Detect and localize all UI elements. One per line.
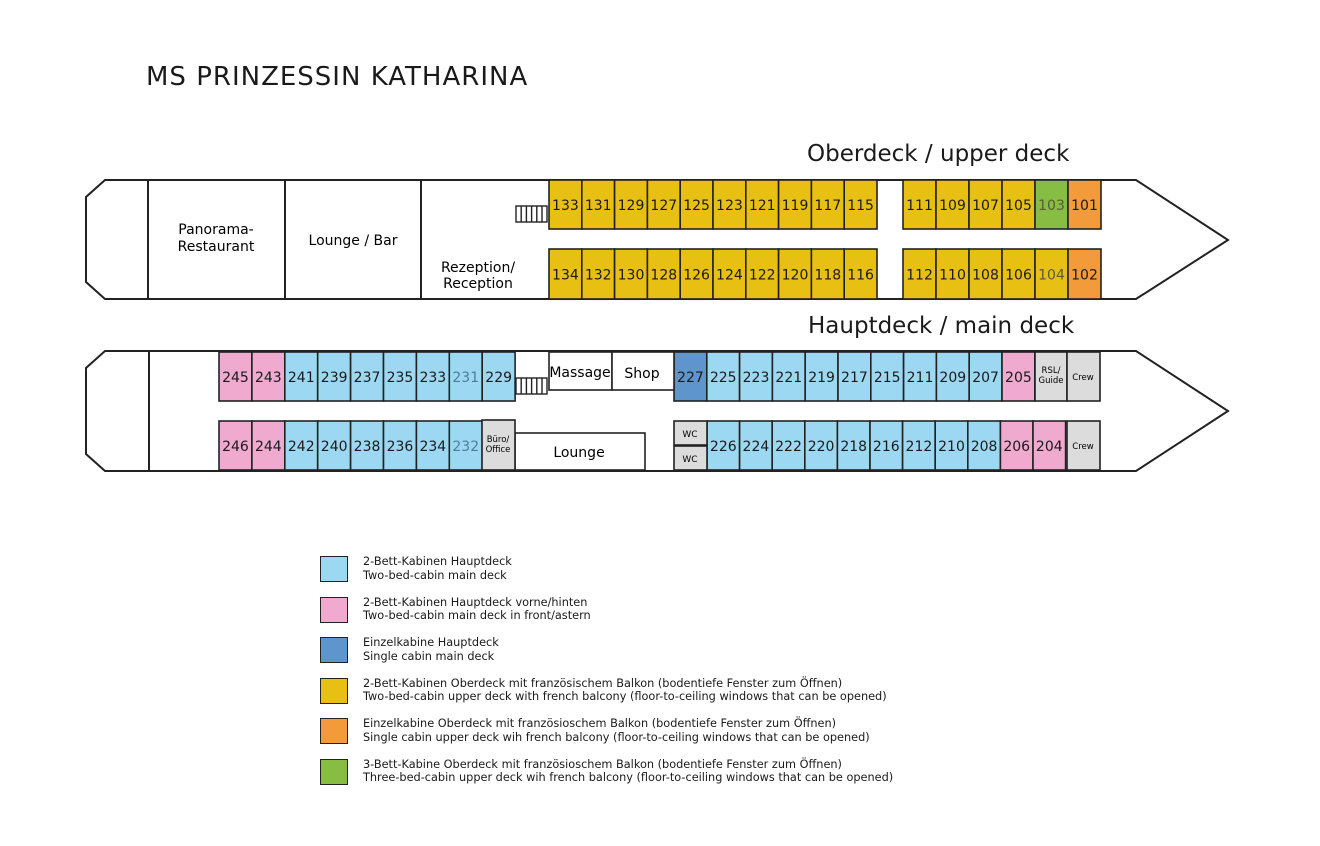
cabin-239[interactable] [318,352,351,401]
cabin-220[interactable] [805,421,838,470]
cabin-124[interactable] [713,249,746,299]
cabin-number: 129 [617,198,645,214]
crew-label-2: Crew [1072,442,1094,452]
cabin-110[interactable] [936,249,969,299]
cabin-103[interactable] [1035,180,1068,229]
cabin-222[interactable] [772,421,805,470]
cabin-number: 239 [320,370,348,386]
cabin-number: 104 [1038,267,1065,284]
cabin-number: 112 [906,267,933,284]
cabin-number: 209 [939,370,967,386]
cabin-131[interactable] [582,180,615,229]
cabin-number: 212 [905,439,933,455]
cabin-number: 123 [716,198,743,214]
cabin-number: 126 [683,267,710,284]
cabin-number: 103 [1038,198,1065,214]
cabin-number: 102 [1071,267,1098,284]
cabin-208[interactable] [968,421,1001,470]
cabin-number: 131 [584,198,612,214]
cabin-218[interactable] [837,421,870,470]
cabin-number: 238 [353,439,381,455]
massage-label: Massage [549,365,611,381]
main-deck-title: Hauptdeck / main deck [808,313,1075,339]
cabin-number: 227 [677,370,704,386]
legend-label-de: 2-Bett-Kabinen Oberdeck mit französischem Balkon (bodentiefe Fenster zum Öffnen) [363,676,843,690]
cabin-116[interactable] [844,249,877,299]
cabin-number: 122 [748,267,776,284]
cabin-number: 244 [254,439,282,455]
cabin-number: 204 [1035,439,1063,455]
legend-label-de: 2-Bett-Kabinen Hauptdeck [363,555,512,568]
cabin-121[interactable] [746,180,779,229]
legend-label-de: Einzelkabine Oberdeck mit französioschem Balkon (bodentiefe Fenster zum Öffnen) [363,717,837,731]
cabin-231[interactable] [449,352,482,401]
cabin-number: 222 [775,439,802,455]
legend-label-en: Three-bed-cabin upper deck wih french balcony (floor-to-ceiling windows that can be opened) [363,771,894,785]
cabin-number: 235 [386,370,414,386]
legend-swatch [320,759,348,785]
cabin-126[interactable] [680,249,713,299]
cabin-242[interactable] [285,421,318,470]
cabin-219[interactable] [805,352,838,401]
cabin-224[interactable] [740,421,773,470]
cabin-number: 217 [841,370,868,386]
legend-swatch [320,678,348,704]
cabin-number: 219 [808,370,835,386]
cabin-107[interactable] [969,180,1002,229]
cabin-number: 133 [552,198,579,214]
cabin-105[interactable] [1002,180,1035,229]
cabin-120[interactable] [779,249,812,299]
cabin-number: 115 [847,198,874,214]
cabin-number: 105 [1005,198,1032,214]
cabin-106[interactable] [1002,249,1035,299]
cabin-101[interactable] [1068,180,1101,229]
cabin-number: 218 [840,439,868,455]
cabin-number: 127 [650,198,678,214]
legend-swatch [320,597,348,623]
cabin-119[interactable] [779,180,812,229]
legend-label-en: Two-bed-cabin main deck in front/astern [363,609,591,623]
cabin-235[interactable] [384,352,417,401]
cabin-number: 220 [807,439,835,455]
cabin-number: 233 [419,370,447,386]
panorama-restaurant-label: Panorama-Restaurant [177,222,255,255]
plan-title: MS PRINZESSIN KATHARINA [146,62,529,92]
cabin-127[interactable] [647,180,680,229]
cabin-241[interactable] [285,352,318,401]
cabin-109[interactable] [936,180,969,229]
cabin-104[interactable] [1035,249,1068,299]
cabin-225[interactable] [707,352,740,401]
cabin-211[interactable] [904,352,937,401]
cabin-number: 237 [353,370,381,386]
cabin-number: 216 [872,439,900,455]
cabin-133[interactable] [549,180,582,229]
cabin-number: 234 [419,439,447,455]
cabin-209[interactable] [936,352,969,401]
cabin-130[interactable] [615,249,648,299]
cabin-240[interactable] [318,421,351,470]
cabin-number: 245 [222,370,249,386]
legend-swatch [320,718,348,744]
cabin-115[interactable] [844,180,877,229]
upper-stairs-icon [516,206,547,222]
cabin-122[interactable] [746,249,779,299]
cabin-number: 121 [748,198,776,214]
cabin-number: 134 [552,267,579,284]
rsl-guide-label: RSL/ Guide [1038,366,1064,386]
legend-label-en: Two-bed-cabin upper deck with french balcony (floor-to-ceiling windows that can be opened) [363,690,887,704]
legend-label-en: Single cabin upper deck wih french balcony (floor-to-ceiling windows that can be opened) [363,730,870,744]
cabin-217[interactable] [838,352,871,401]
cabin-number: 108 [972,267,999,284]
cabin-128[interactable] [647,249,680,299]
cabin-number: 109 [939,198,966,214]
cabin-204[interactable] [1033,421,1066,470]
cabin-number: 241 [287,370,315,386]
cabin-205[interactable] [1002,352,1035,401]
cabin-number: 224 [742,439,770,455]
legend-swatch [320,556,348,582]
cabin-102[interactable] [1068,249,1101,299]
cabin-number: 221 [775,370,803,386]
wc-label-2: WC [682,455,698,465]
cabin-number: 130 [617,267,645,284]
cabin-number: 110 [939,267,966,284]
cabin-212[interactable] [903,421,936,470]
cabin-number: 118 [814,267,842,284]
shop-label: Shop [624,366,660,382]
cabin-245[interactable] [219,352,252,401]
cabin-number: 106 [1005,267,1032,284]
cabin-238[interactable] [351,421,384,470]
cabin-111[interactable] [903,180,936,229]
cabin-number: 211 [906,370,934,386]
legend-label-en: Two-bed-cabin main deck [363,568,507,582]
main-stairs-icon [516,378,547,394]
cabin-227[interactable] [674,352,707,401]
cabin-number: 229 [485,370,513,386]
cabin-number: 120 [781,267,809,284]
cabin-112[interactable] [903,249,936,299]
legend-label-de: 3-Bett-Kabine Oberdeck mit französioschem Balkon (bodentiefe Fenster zum Öffnen) [363,757,842,771]
cabin-233[interactable] [416,352,449,401]
lounge-label: Lounge [553,445,605,461]
cabin-number: 124 [716,267,743,284]
legend-swatch [320,637,348,663]
cabin-129[interactable] [615,180,648,229]
cabin-223[interactable] [740,352,773,401]
legend-label-de: Einzelkabine Hauptdeck [363,636,499,650]
cabin-221[interactable] [772,352,805,401]
cabin-number: 236 [386,439,414,455]
reception-label: Rezeption/ Reception [440,260,516,292]
cabin-number: 207 [972,370,999,386]
cabin-244[interactable] [252,421,285,470]
cabin-number: 111 [906,198,933,214]
cabin-number: 223 [742,370,770,386]
cabin-237[interactable] [351,352,384,401]
cabin-206[interactable] [1000,421,1033,470]
cabin-number: 226 [709,439,737,455]
cabin-134[interactable] [549,249,582,299]
cabin-number: 243 [254,370,282,386]
cabin-123[interactable] [713,180,746,229]
cabin-216[interactable] [870,421,903,470]
cabin-number: 231 [452,370,480,386]
cabin-number: 132 [584,267,612,284]
cabin-number: 101 [1071,198,1098,214]
cabin-number: 210 [938,439,965,455]
cabin-number: 117 [814,198,842,214]
cabin-236[interactable] [384,421,417,470]
cabin-number: 208 [970,439,998,455]
cabin-number: 107 [972,198,999,214]
wc-label-1: WC [682,430,698,440]
cabin-243[interactable] [252,352,285,401]
cabin-226[interactable] [707,421,740,470]
cabin-number: 116 [847,267,874,284]
cabin-number: 225 [709,370,737,386]
cabin-117[interactable] [811,180,844,229]
cabin-125[interactable] [680,180,713,229]
cabin-234[interactable] [416,421,449,470]
cabin-number: 205 [1005,370,1032,386]
legend-label-de: 2-Bett-Kabinen Hauptdeck vorne/hinten [363,595,588,609]
office-label: Büro/ Office [485,435,511,455]
cabin-number: 125 [683,198,710,214]
cabin-132[interactable] [582,249,615,299]
cabin-118[interactable] [811,249,844,299]
upper-deck-title: Oberdeck / upper deck [807,141,1070,167]
legend-label-en: Single cabin main deck [363,649,495,663]
cabin-210[interactable] [935,421,968,470]
lounge-bar-label: Lounge / Bar [308,233,398,249]
cabin-229[interactable] [482,352,515,401]
cabin-number: 232 [452,439,480,455]
cabin-number: 240 [320,439,348,455]
cabin-number: 215 [873,370,901,386]
crew-label-1: Crew [1072,373,1094,383]
cabin-246[interactable] [219,421,252,470]
cabin-232[interactable] [449,421,482,470]
cabin-number: 119 [781,198,809,214]
cabin-215[interactable] [871,352,904,401]
cabin-207[interactable] [969,352,1002,401]
cabin-number: 128 [650,267,678,284]
cabin-108[interactable] [969,249,1002,299]
cabin-number: 206 [1003,439,1031,455]
cabin-number: 242 [287,439,315,455]
cabin-number: 246 [222,439,249,455]
